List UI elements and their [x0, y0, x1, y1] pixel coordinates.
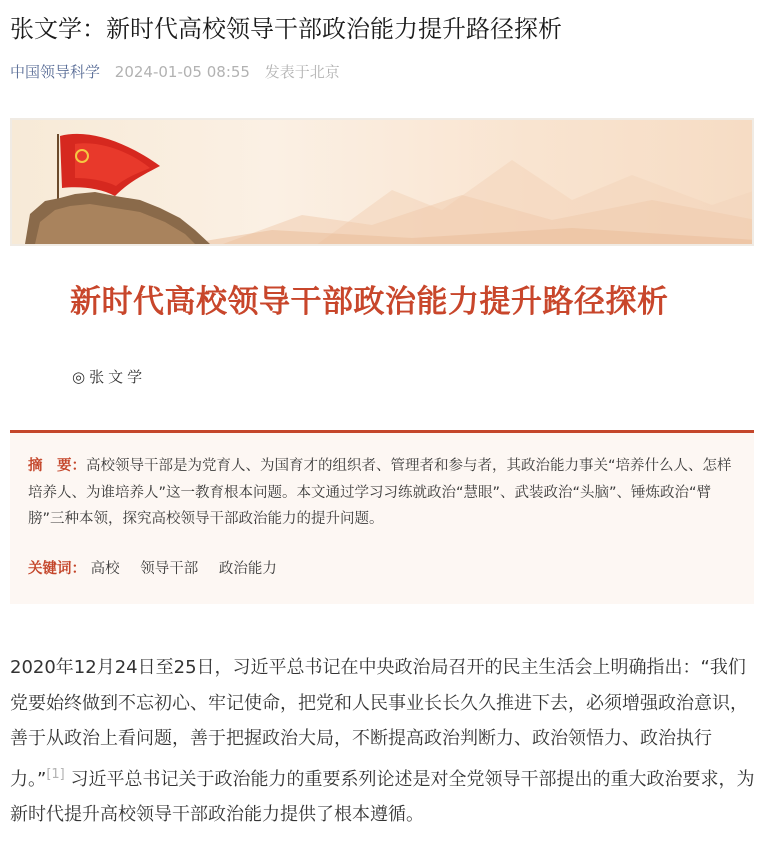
keywords-row [28, 556, 736, 582]
article-meta [10, 60, 340, 84]
abstract-paragraph [28, 453, 736, 533]
keyword-item: 政治能力 [218, 560, 277, 577]
keyword-item: 领导干部 [140, 560, 199, 577]
header-banner-image [10, 118, 754, 246]
abstract-box [10, 430, 754, 604]
abstract-label: 摘 要： [28, 458, 86, 474]
article-heading: 新时代高校领导干部政治能力提升路径探析 [70, 284, 669, 320]
body-paragraph [10, 650, 758, 833]
publish-time: 2024-01-05 08:55 [114, 63, 250, 81]
author-line: ◎张文学 [72, 368, 147, 386]
paragraph-text-continued: 习近平总书记关于政治能力的重要系列论述是对全党领导干部提出的重大政治要求，为新时代提升高校领导干部政治能力提供了根本遵循。 [10, 768, 755, 825]
footnote-reference[interactable]: [1] [46, 766, 65, 782]
keywords-label: 关键词： [28, 560, 86, 577]
article-title: 张文学：新时代高校领导干部政治能力提升路径探析 [10, 15, 562, 43]
paragraph-text: 2020年12月24日至25日，习近平总书记在中央政治局召开的民主生活会上明确指出：“我们党要始终做到不忘初心、牢记使命，把党和人民事业长长久久推进下去，必须增强政治意识，善于从政治上看问题，善于把握政治大局，不断提高政治判断力、政治领悟力、政治执行力。” [10, 657, 748, 790]
account-name-link[interactable]: 中国领导科学 [10, 63, 101, 81]
keyword-item: 高校 [90, 560, 120, 577]
publish-location: 发表于北京 [264, 63, 340, 81]
red-flag-monument-icon [20, 126, 220, 246]
abstract-text: 高校领导干部是为党育人、为国育才的组织者、管理者和参与者，其政治能力事关“培养什么人、怎样培养人、为谁培养人”这一教育根本问题。本文通过学习习练就政治“慧眼”、武装政治“头脑”、锤炼政治“臂膀”三种本领，探究高校领导干部政治能力的提升问题。 [28, 458, 732, 527]
